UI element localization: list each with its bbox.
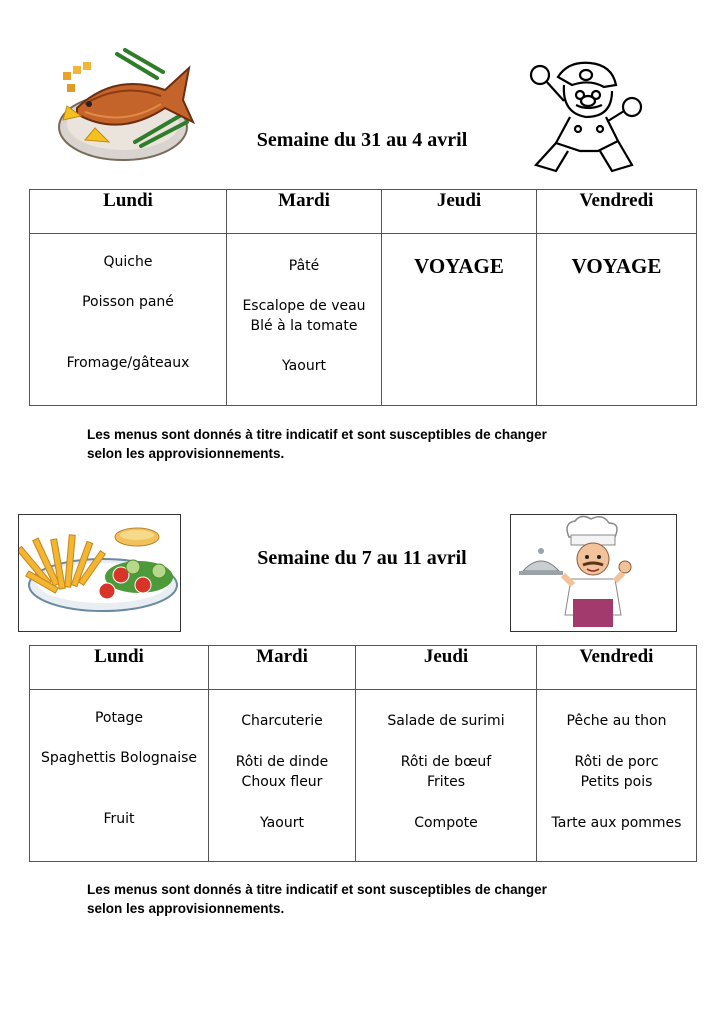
week1-cell-thursday [382,234,537,406]
menu-item: Compote [414,815,478,831]
menu-item: Yaourt [260,815,304,831]
week1-title: Semaine du 31 au 4 avril [256,129,468,151]
menu-item: Escalope de veau [242,298,366,314]
week1-cell-friday [537,234,697,406]
menu-item: Rôti de bœuf [400,754,492,770]
week2-header-monday: Lundi [30,646,209,690]
week2-disclaimer [87,880,687,918]
menu-item: Frites [426,774,466,790]
week2-cell-monday [30,690,209,862]
week2-cell-tuesday [209,690,356,862]
week1-header-monday: Lundi [30,190,227,234]
menu-item: Charcuterie [241,713,323,729]
menu-item: Spaghettis Bolognaise [40,750,198,766]
week2-header-row [30,646,697,690]
week1-menu-row [30,234,697,406]
week2-header-tuesday: Mardi [209,646,356,690]
fries-salad-image [19,515,180,631]
week1-cell-monday [30,234,227,406]
week2-cell-thursday [356,690,537,862]
menu-item: Rôti de porc [574,754,659,770]
week1-header-thursday: Jeudi [382,190,537,234]
menu-item: Pêche au thon [566,713,667,729]
menu-item: Blé à la tomate [250,318,358,334]
chef-frame [510,514,677,632]
week1-menu-table [29,189,697,406]
disclaimer-line: Les menus sont donnés à titre indicatif et sont susceptibles de changer [87,427,547,442]
week2-menu-table [29,645,697,862]
week2-title: Semaine du 7 au 11 avril [257,547,467,569]
disclaimer-line: selon les approvisionnements. [87,901,285,916]
menu-item: Poisson pané [82,294,174,310]
week2-header-thursday: Jeudi [356,646,537,690]
week2-header-friday: Vendredi [537,646,697,690]
voyage-label: VOYAGE [571,254,662,278]
week1-header-tuesday: Mardi [227,190,382,234]
menu-item: Choux fleur [241,774,323,790]
menu-item: Rôti de dinde [235,754,329,770]
menu-item: Fruit [103,811,135,827]
menu-item: Salade de surimi [387,713,505,729]
menu-item: Yaourt [282,358,326,374]
menu-item: Tarte aux pommes [551,815,682,831]
disclaimer-line: selon les approvisionnements. [87,446,285,461]
chef-image [511,515,676,631]
week1-header-friday: Vendredi [537,190,697,234]
fries-salad-frame [18,514,181,632]
menu-item: Quiche [103,254,153,270]
menu-item: Fromage/gâteaux [66,355,190,371]
voyage-label: VOYAGE [414,254,504,278]
week1-header-row [30,190,697,234]
menu-item: Pâté [288,258,320,274]
week1-cell-tuesday [227,234,382,406]
disclaimer-line: Les menus sont donnés à titre indicatif et sont susceptibles de changer [87,882,547,897]
week1-disclaimer [87,425,687,463]
mario-image [520,55,648,179]
menu-item: Potage [94,710,144,726]
week2-cell-friday [537,690,697,862]
week2-menu-row [30,690,697,862]
menu-item: Petits pois [580,774,653,790]
